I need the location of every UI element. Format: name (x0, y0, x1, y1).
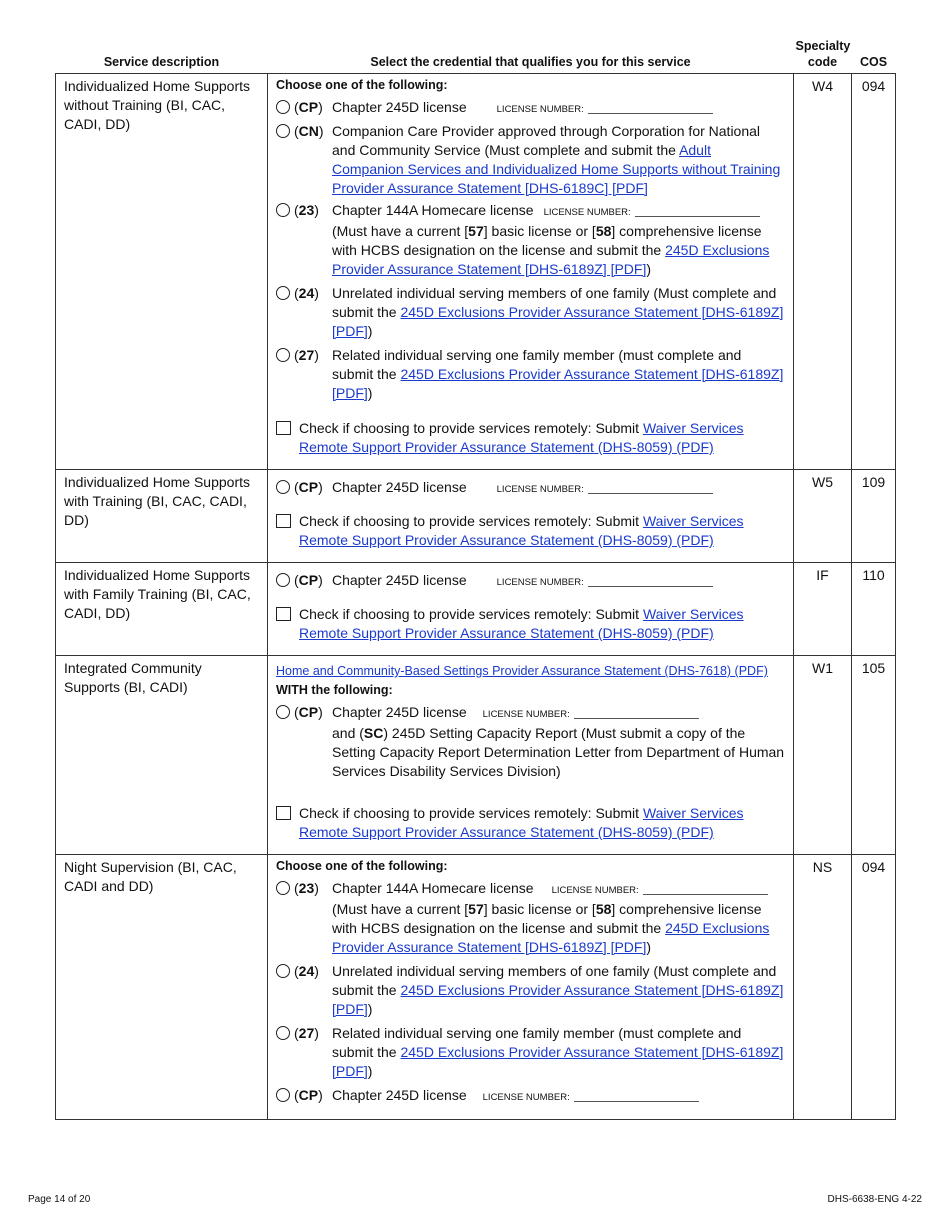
table-row (56, 855, 896, 1120)
choose-instruction: Choose one of the following: (276, 859, 448, 873)
option-cp: (CP) Chapter 245D license LICENSE NUMBER: and (SC) 245D Setting Capacity Report (Must submit a copy of the Setting Capacity Report Determination Letter from Department of Human Services Disability Services Division) (276, 703, 785, 781)
credential-cell (268, 855, 794, 1120)
radio-button-cp[interactable] (276, 100, 290, 114)
table-row (56, 74, 896, 470)
option-label: Chapter 245D license (332, 1087, 467, 1103)
option-label: Chapter 245D license (332, 99, 467, 115)
service-description: Individualized Home Supports with Training (BI, CAC, CADI, DD) (56, 470, 268, 563)
option-tag: CN (298, 123, 319, 139)
radio-button-23[interactable] (276, 203, 290, 217)
option-tag: 23 (298, 202, 315, 218)
specialty-code: W4 (794, 74, 852, 470)
radio-button-cp[interactable] (276, 705, 290, 719)
option-24: (24) Unrelated individual serving members of one family (Must complete and submit the 245D Exclusions Provider Assurance Statement [DHS-6189Z] [PDF]) (276, 962, 785, 1019)
option-tag: CP (298, 99, 319, 115)
option-label: Chapter 245D license (332, 479, 467, 495)
license-number-field[interactable] (635, 216, 760, 217)
license-number-field[interactable] (588, 586, 713, 587)
option-tag: CP (298, 704, 319, 720)
license-number-label: LICENSE NUMBER: (496, 484, 584, 495)
dhs-8059-link[interactable]: Waiver Services Remote Support Provider Assurance Statement (DHS-8059) (PDF) (299, 420, 744, 455)
license-number-label: LICENSE NUMBER: (482, 1092, 570, 1103)
radio-button-cn[interactable] (276, 124, 290, 138)
option-tag: CP (298, 1087, 319, 1103)
option-cn: (CN) Companion Care Provider approved through Corporation for National and Community Service (Must complete and submit the Adult Companion Services and Individualized Home Supports without Training Provider Assurance Statement [DHS-6189C] [PDF] (276, 122, 785, 198)
cos-value: 094 (852, 74, 896, 470)
license-number-field[interactable] (574, 1101, 699, 1102)
radio-button-cp[interactable] (276, 480, 290, 494)
table-header-row (56, 38, 896, 74)
option-label: Chapter 245D license (332, 572, 467, 588)
remote-support-checkbox[interactable] (276, 514, 291, 528)
radio-button-cp[interactable] (276, 1088, 290, 1102)
option-tag: CP (298, 479, 319, 495)
choose-instruction: Choose one of the following: (276, 78, 448, 92)
option-label: Chapter 144A Homecare license (332, 202, 534, 218)
header-cos: COS (859, 55, 888, 69)
option-tag: 27 (298, 347, 315, 363)
credential-cell (268, 74, 794, 470)
license-number-label: LICENSE NUMBER: (551, 885, 639, 896)
option-text: Companion Care Provider approved through Corporation for National and Community Service (Must complete and submit the (332, 123, 761, 158)
license-number-label: LICENSE NUMBER: (496, 577, 584, 588)
dhs-6189z-link[interactable]: 245D Exclusions Provider Assurance Statement [DHS-6189Z] [PDF] (332, 366, 784, 401)
option-tag: SC (363, 725, 384, 741)
page-number: Page 14 of 20 (28, 1194, 91, 1205)
option-cp: (CP) Chapter 245D license LICENSE NUMBER: (276, 571, 785, 592)
credential-cell (268, 563, 794, 656)
service-table (55, 38, 896, 1120)
remote-support-checkbox[interactable] (276, 806, 291, 820)
service-description: Individualized Home Supports without Training (BI, CAC, CADI, DD) (56, 74, 268, 470)
option-24: (24) Unrelated individual serving members of one family (Must complete and submit the 245D Exclusions Provider Assurance Statement [DHS-6189Z] [PDF]) (276, 284, 785, 341)
with-following-label: WITH the following (276, 683, 389, 697)
option-cp: (CP) Chapter 245D license LICENSE NUMBER: (276, 478, 785, 499)
remote-support-checkbox-row: Check if choosing to provide services remotely: Submit Waiver Services Remote Support Provider Assurance Statement (DHS-8059) (PDF) (276, 512, 785, 550)
dhs-6189z-link[interactable]: 245D Exclusions Provider Assurance Statement [DHS-6189Z] [PDF] (332, 920, 770, 955)
table-row (56, 563, 896, 656)
service-description: Night Supervision (BI, CAC, CADI and DD) (56, 855, 268, 1120)
table-row (56, 656, 896, 855)
dhs-8059-link[interactable]: Waiver Services Remote Support Provider Assurance Statement (DHS-8059) (PDF) (299, 513, 744, 548)
service-description: Integrated Community Supports (BI, CADI) (56, 656, 268, 855)
credential-cell (268, 470, 794, 563)
form-number: DHS-6638-ENG 4-22 (827, 1194, 922, 1205)
header-credential: Select the credential that qualifies you for this service (370, 55, 691, 69)
specialty-code: NS (794, 855, 852, 1120)
option-23: (23) Chapter 144A Homecare license LICENSE NUMBER: (Must have a current [57] basic license or [58] comprehensive license with HCBS designation on the license and submit the 245D Exclusions Provider Assurance Statement [DHS-6189Z] [PDF]) (276, 879, 785, 957)
dhs-6189c-link[interactable]: Adult Companion Services and Individualized Home Supports without Training Provider Assurance Statement [DHS-6189C] [PDF] (332, 142, 781, 196)
specialty-code: W1 (794, 656, 852, 855)
radio-button-24[interactable] (276, 286, 290, 300)
dhs-6189z-link[interactable]: 245D Exclusions Provider Assurance Statement [DHS-6189Z] [PDF] (332, 242, 770, 277)
option-23: (23) Chapter 144A Homecare license LICENSE NUMBER: (Must have a current [57] basic license or [58] comprehensive license with HCBS designation on the license and submit the 245D Exclusions Provider Assurance Statement [DHS-6189Z] [PDF]) (276, 201, 785, 279)
service-description: Individualized Home Supports with Family Training (BI, CAC, CADI, DD) (56, 563, 268, 656)
option-cp: (CP) Chapter 245D license LICENSE NUMBER: (276, 98, 785, 119)
license-number-field[interactable] (574, 718, 699, 719)
radio-button-24[interactable] (276, 964, 290, 978)
radio-button-27[interactable] (276, 1026, 290, 1040)
cos-value: 094 (852, 855, 896, 1120)
radio-button-27[interactable] (276, 348, 290, 362)
license-number-field[interactable] (588, 113, 713, 114)
option-label: Chapter 245D license (332, 704, 467, 720)
dhs-6189z-link[interactable]: 245D Exclusions Provider Assurance Statement [DHS-6189Z] [PDF] (332, 982, 784, 1017)
header-specialty-code: Specialty code (795, 39, 851, 69)
remote-support-checkbox-row: Check if choosing to provide services remotely: Submit Waiver Services Remote Support Provider Assurance Statement (DHS-8059) (PDF) (276, 605, 785, 643)
option-tag: CP (298, 572, 319, 588)
option-tag: 27 (298, 1025, 315, 1041)
remote-support-checkbox[interactable] (276, 421, 291, 435)
dhs-8059-link[interactable]: Waiver Services Remote Support Provider Assurance Statement (DHS-8059) (PDF) (299, 805, 744, 840)
table-row (56, 470, 896, 563)
option-cp: (CP) Chapter 245D license LICENSE NUMBER: (276, 1086, 785, 1107)
option-tag: 23 (298, 880, 315, 896)
license-number-label: LICENSE NUMBER: (543, 207, 631, 218)
dhs-8059-link[interactable]: Waiver Services Remote Support Provider Assurance Statement (DHS-8059) (PDF) (299, 606, 744, 641)
credential-cell: Home and Community-Based Settings Provider Assurance Statement (DHS-7618) (PDF) WITH the following: (CP) Chapter 245D license LICENSE NUMBER: and (SC) 245D Setting Capacity Report (Must submit a copy of the Setting Capacity Report Determination Letter from Department of Human Services Disability Services Division) Check if choosing to provide services remotely: Submit Waiver Services Remote Support Provider Assurance Statement (DHS-8059) (PDF) (268, 656, 794, 855)
radio-button-23[interactable] (276, 881, 290, 895)
option-tag: 24 (298, 963, 315, 979)
option-27: (27) Related individual serving one family member (must complete and submit the 245D Exclusions Provider Assurance Statement [DHS-6189Z] [PDF]) (276, 1024, 785, 1081)
radio-button-cp[interactable] (276, 573, 290, 587)
license-number-field[interactable] (588, 493, 713, 494)
license-number-label: LICENSE NUMBER: (496, 104, 584, 115)
specialty-code: W5 (794, 470, 852, 563)
specialty-code: IF (794, 563, 852, 656)
cos-value: 110 (852, 563, 896, 656)
option-tag: 24 (298, 285, 315, 301)
remote-support-checkbox[interactable] (276, 607, 291, 621)
option-label: Chapter 144A Homecare license (332, 880, 534, 896)
remote-support-checkbox-row: Check if choosing to provide services remotely: Submit Waiver Services Remote Support Provider Assurance Statement (DHS-8059) (PDF) (276, 419, 785, 457)
remote-support-checkbox-row: Check if choosing to provide services remotely: Submit Waiver Services Remote Support Provider Assurance Statement (DHS-8059) (PDF) (276, 804, 785, 842)
cos-value: 105 (852, 656, 896, 855)
license-number-label: LICENSE NUMBER: (482, 709, 570, 720)
option-27: (27) Related individual serving one family member (must complete and submit the 245D Exclusions Provider Assurance Statement [DHS-6189Z] [PDF]) (276, 346, 785, 403)
dhs-6189z-link[interactable]: 245D Exclusions Provider Assurance Statement [DHS-6189Z] [PDF] (332, 1044, 784, 1079)
header-service-description: Service description (103, 55, 220, 69)
cos-value: 109 (852, 470, 896, 563)
license-number-field[interactable] (643, 894, 768, 895)
dhs-6189z-link[interactable]: 245D Exclusions Provider Assurance Statement [DHS-6189Z] [PDF] (332, 304, 784, 339)
dhs-7618-link[interactable]: Home and Community-Based Settings Provider Assurance Statement (DHS-7618) (PDF) (276, 664, 768, 678)
